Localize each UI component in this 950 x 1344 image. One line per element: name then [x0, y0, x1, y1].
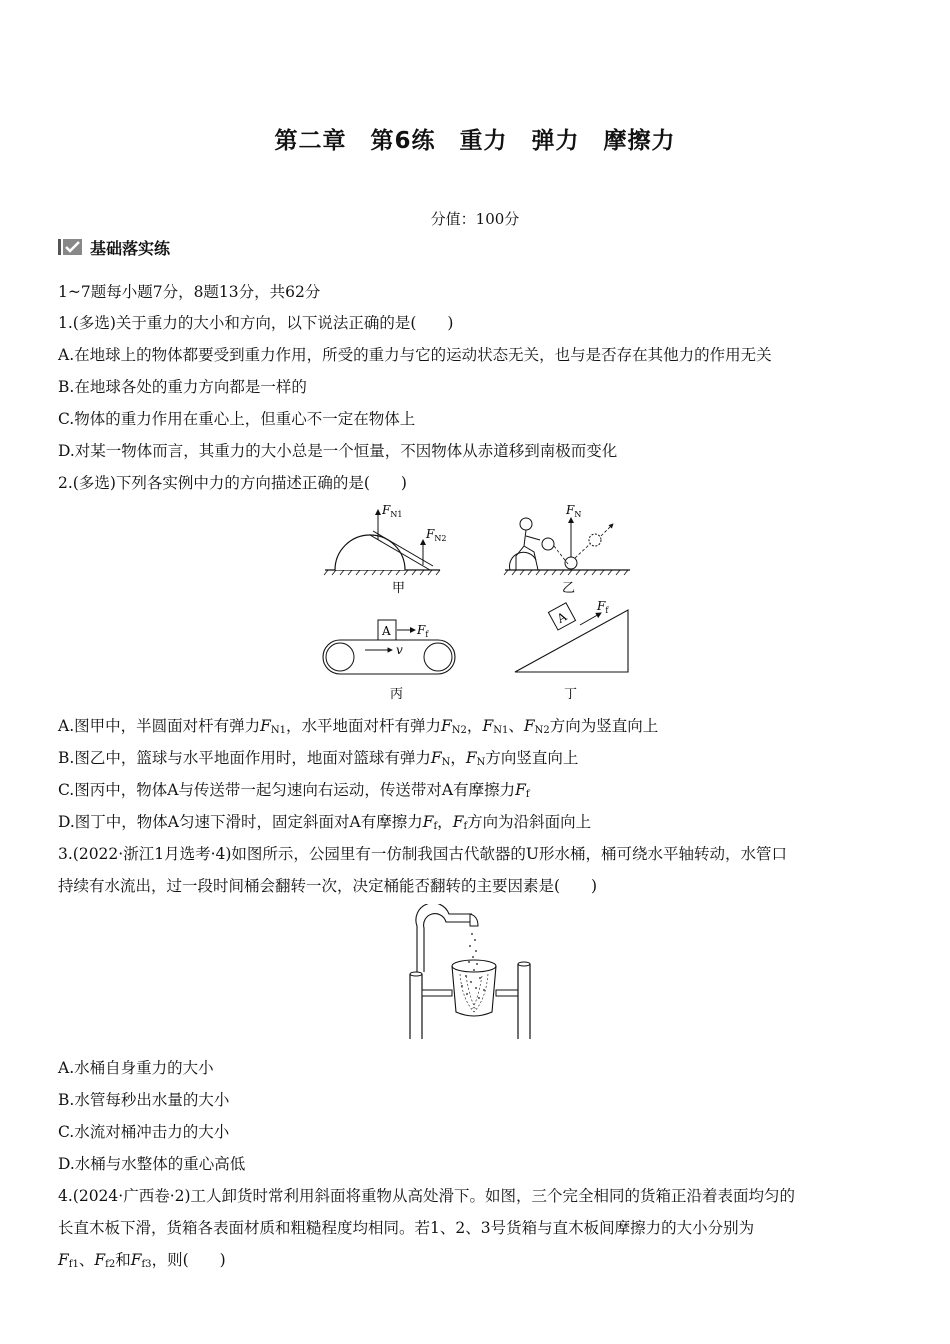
q3-stem-line1: 3.(2022·浙江1月选考·4)如图所示，公园里有一仿制我国古代欹器的U形水桶，桶可绕水平轴转动，水管口 [58, 845, 787, 863]
q2-figure [310, 500, 650, 710]
score-info: 分值：100分 [430, 210, 520, 228]
label-fn1: $F_{N1}$ [382, 503, 403, 519]
scoring-note: 1~7题每小题7分，8题13分，共62分 [58, 283, 321, 301]
q3-stem-line2: 持续有水流出，过一段时间桶会翻转一次，决定桶能否翻转的主要因素是( ) [58, 877, 598, 895]
q2-option-a: A.图甲中，半圆面对杆有弹力$F_{N1}$，水平地面对杆有弹力$F_{N2}$，$F_{N1}$、$F_{N2}$方向为竖直向上 [58, 717, 659, 736]
q2-option-d: D.图丁中，物体A匀速下滑时，固定斜面对A有摩擦力$F_f$，$F_f$方向为沿斜面向上 [58, 813, 592, 832]
q3-option-a: A.水桶自身重力的大小 [58, 1059, 214, 1077]
label-ff-bing: $F_f$ [417, 623, 429, 639]
label-v: v [396, 643, 403, 657]
q2-stem: 2.(多选)下列各实例中力的方向描述正确的是( ) [58, 474, 407, 492]
q1-option-d: D.对某一物体而言，其重力的大小总是一个恒量，不因物体从赤道移到南极而变化 [58, 442, 618, 460]
label-fn2: $F_{N2}$ [426, 527, 447, 543]
q1-option-c: C.物体的重力作用在重心上，但重心不一定在物体上 [58, 410, 416, 428]
q3-option-d: D.水桶与水整体的重心高低 [58, 1155, 246, 1173]
q4-stem-line2: 长直木板下滑，货箱各表面材质和粗糙程度均相同。若1、2、3号货箱与直木板间摩擦力的大小分别为 [58, 1219, 755, 1237]
label-ff-ding: $F_f$ [597, 599, 609, 615]
q3-option-b: B.水管每秒出水量的大小 [58, 1091, 230, 1109]
label-block-a-ding: A [554, 609, 570, 626]
figure-jia [324, 503, 446, 596]
figure-yi [504, 503, 630, 596]
label-fn: $F_N$ [566, 503, 582, 519]
q2-option-c: C.图丙中，物体A与传送带一起匀速向右运动，传送带对A有摩擦力$F_f$ [58, 781, 530, 800]
q3-figure-bucket [404, 904, 554, 1044]
label-block-a-bing: A [382, 624, 391, 638]
q1-option-a: A.在地球上的物体都要受到重力作用，所受的重力与它的运动状态无关，也与是否存在其他力的作用无关 [58, 346, 772, 364]
q1-stem: 1.(多选)关于重力的大小和方向，以下说法正确的是( ) [58, 314, 454, 332]
figure-bing [323, 620, 455, 702]
q1-option-b: B.在地球各处的重力方向都是一样的 [58, 378, 307, 396]
q3-option-c: C.水流对桶冲击力的大小 [58, 1123, 230, 1141]
figure-ding [515, 599, 628, 702]
q4-stem-line1: 4.(2024·广西卷·2)工人卸货时常利用斜面将重物从高处滑下。如图，三个完全相同的货箱正沿着表面均匀的 [58, 1187, 796, 1205]
section-header [58, 236, 170, 258]
label-yi: 乙 [562, 581, 576, 596]
label-bing: 丙 [390, 687, 404, 702]
label-jia: 甲 [392, 581, 406, 596]
section-title: 基础落实练 [90, 238, 171, 258]
checkmark-icon [58, 238, 84, 256]
q2-option-b: B.图乙中，篮球与水平地面作用时，地面对篮球有弹力$F_N$，$F_N$方向竖直向上 [58, 749, 579, 768]
page-title: 第二章 第6练 重力 弹力 摩擦力 [274, 128, 676, 154]
label-ding: 丁 [564, 687, 578, 702]
q4-stem-line3: $F_{f1}$、$F_{f2}$和$F_{f3}$，则( ) [58, 1251, 226, 1270]
